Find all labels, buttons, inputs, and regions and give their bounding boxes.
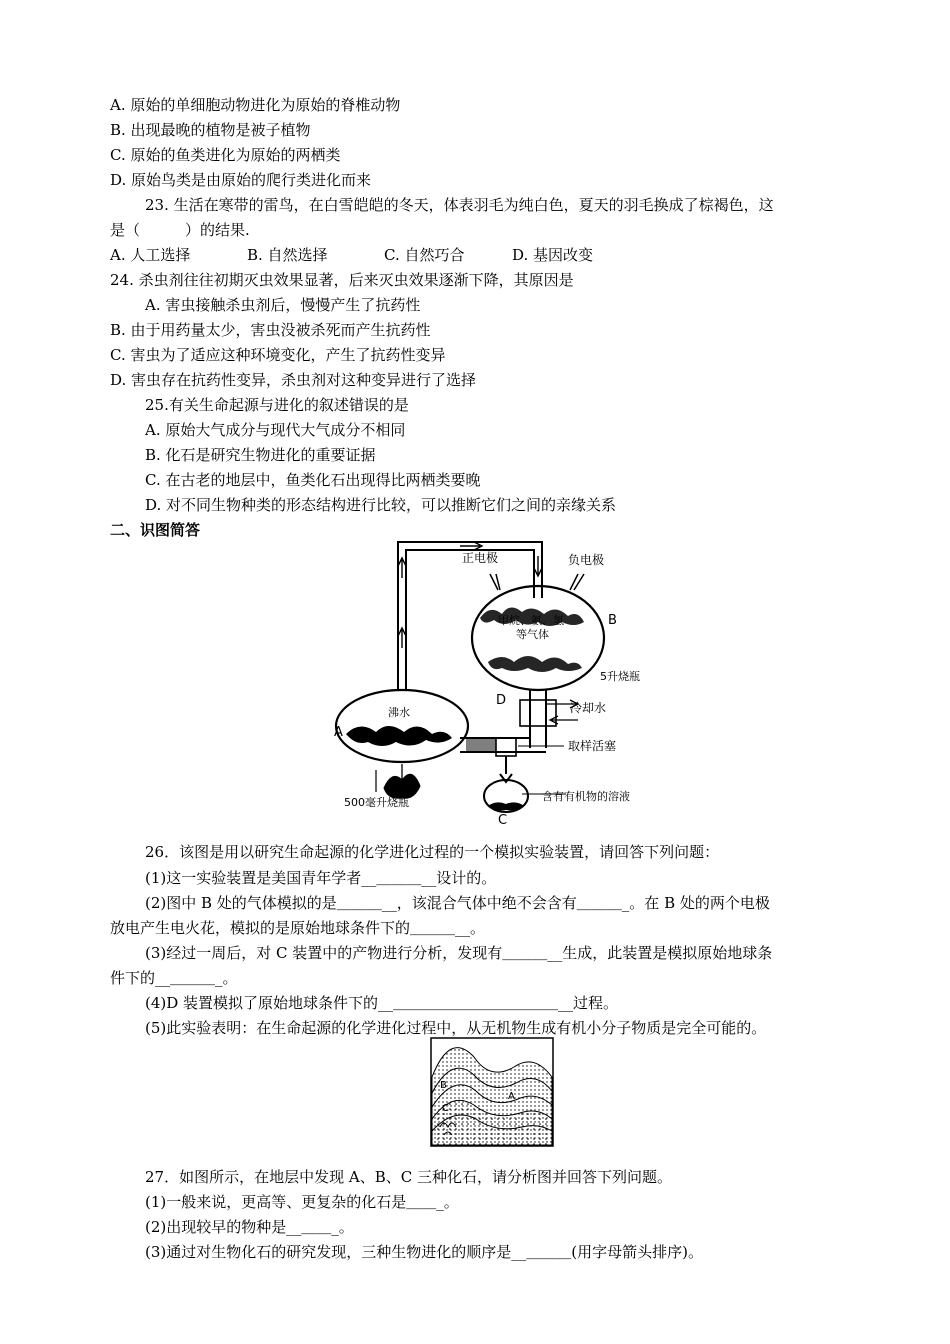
- q23-option-c: C. 自然巧合: [384, 246, 465, 264]
- flask-a-letter: A: [334, 725, 343, 740]
- gases-label-line2: 等气体: [516, 628, 549, 641]
- q26-part2-line2: 放电产生电火花，模拟的是原始地球条件下的＿＿＿__。: [110, 919, 486, 937]
- q22-option-d: D. 原始鸟类是由原始的爬行类进化而来: [110, 171, 372, 189]
- q27-part2: (2)出现较早的物种是__＿＿_。: [145, 1218, 354, 1236]
- q27-part1: (1)一般来说，更高等、更复杂的化石是＿＿_。: [145, 1193, 459, 1211]
- fossil-b-label: B: [440, 1080, 447, 1091]
- flask-c-letter: C: [498, 813, 508, 826]
- section-2-title: 二、识图简答: [110, 521, 201, 539]
- q23-option-b: B. 自然选择: [247, 246, 328, 264]
- q22-option-a: A. 原始的单细胞动物进化为原始的脊椎动物: [110, 96, 401, 114]
- q25-option-a: A. 原始大气成分与现代大气成分不相同: [145, 421, 406, 439]
- fossil-c-label: C: [442, 1103, 449, 1114]
- fossil-a-label: A: [508, 1091, 515, 1102]
- gases-label-line1: 甲烷、氨、氢: [498, 614, 564, 627]
- condenser-d-letter: D: [496, 693, 507, 708]
- q24-option-c: C. 害虫为了适应这种环境变化，产生了抗药性变异: [110, 346, 446, 364]
- q25-option-d: D. 对不同生物种类的形态结构进行比较，可以推断它们之间的亲缘关系: [145, 496, 617, 514]
- q26-part2-line1: (2)图中 B 处的气体模拟的是＿＿＿__，该混合气体中绝不会含有＿＿＿_。在 B 处的两个电极: [145, 894, 770, 912]
- q23-stem-line2: 是（ ）的结果.: [110, 221, 250, 239]
- q24-option-d: D. 害虫存在抗药性变异，杀虫剂对这种变异进行了选择: [110, 371, 477, 389]
- q26-part3-line1: (3)经过一周后，对 C 装置中的产物进行分析，发现有＿＿＿__生成，此装置是模拟原始地球条: [145, 944, 773, 962]
- q24-option-b: B. 由于用药量太少，害虫没被杀死而产生抗药性: [110, 321, 431, 339]
- flask-b-letter: B: [608, 613, 617, 628]
- q24-option-a: A. 害虫接触杀虫剂后，慢慢产生了抗药性: [145, 296, 421, 314]
- q22-option-c: C. 原始的鱼类进化为原始的两栖类: [110, 146, 341, 164]
- pos-electrode-label: 正电极: [462, 551, 499, 565]
- q27-part3: (3)通过对生物化石的研究发现，三种生物进化的顺序是__＿＿＿(用字母箭头排序)。: [145, 1243, 703, 1261]
- neg-electrode-label: 负电极: [568, 553, 605, 567]
- q27-intro: 27．如图所示，在地层中发现 A、B、C 三种化石，请分析图并回答下列问题。: [145, 1168, 672, 1186]
- q23-option-a: A. 人工选择: [110, 246, 191, 264]
- q25-option-c: C. 在古老的地层中，鱼类化石出现得比两栖类要晚: [145, 471, 481, 489]
- q22-option-b: B. 出现最晚的植物是被子植物: [110, 121, 311, 139]
- stopcock-label: 取样活塞: [568, 739, 617, 753]
- q26-part3-line2: 件下的__＿＿＿_。: [110, 969, 238, 987]
- q26-part1: (1)这一实验装置是美国青年学者__＿＿＿__设计的。: [145, 869, 497, 887]
- q23-stem-line1: 23. 生活在寒带的雷鸟，在白雪皑皑的冬天，体表羽毛为纯白色，夏天的羽毛换成了棕褐色，这: [145, 196, 774, 214]
- boiling-water-label: 沸水: [388, 706, 410, 719]
- q26-intro: 26．该图是用以研究生命起源的化学进化过程的一个模拟实验装置，请回答下列问题：: [145, 843, 720, 861]
- rock-strata-diagram: [430, 1037, 554, 1147]
- cooling-water-label: 冷却水: [570, 701, 607, 715]
- organic-solution-label: 含有有机物的溶液: [542, 790, 630, 803]
- q25-option-b: B. 化石是研究生物进化的重要证据: [145, 446, 376, 464]
- miller-apparatus-diagram: [320, 538, 690, 826]
- flask-5l-label: 5升烧瓶: [600, 670, 640, 683]
- q26-part5: (5)此实验表明：在生命起源的化学进化过程中，从无机物生成有机小分子物质是完全可能的。: [145, 1019, 767, 1037]
- flask-500ml-label: 500毫升烧瓶: [344, 796, 409, 809]
- q24-stem: 24. 杀虫剂往往初期灭虫效果显著，后来灭虫效果逐渐下降，其原因是: [110, 271, 574, 289]
- q23-option-d: D. 基因改变: [512, 246, 594, 264]
- q25-stem: 25.有关生命起源与进化的叙述错误的是: [145, 396, 409, 414]
- q26-part4: (4)D 装置模拟了原始地球条件下的__＿＿＿＿＿＿＿＿＿＿＿__过程。: [145, 994, 619, 1012]
